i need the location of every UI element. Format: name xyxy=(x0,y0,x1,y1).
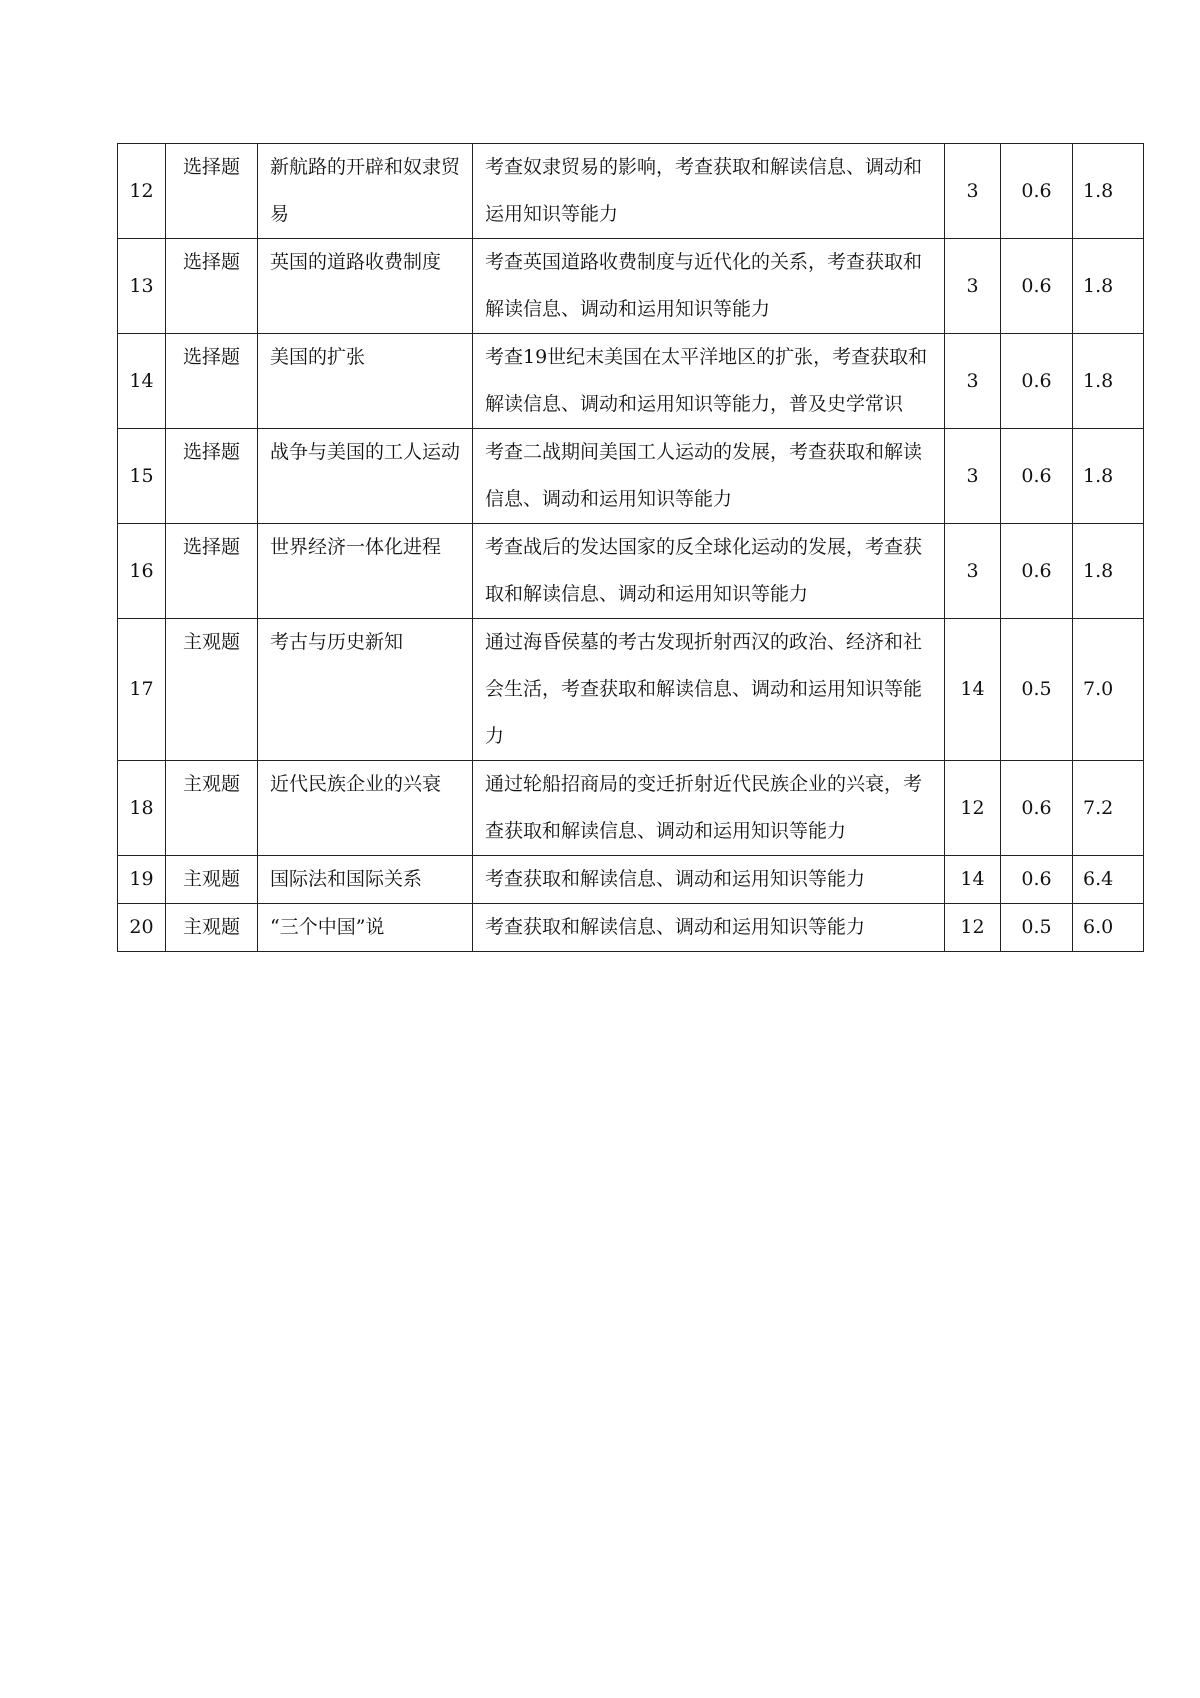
question-difficulty: 0.5 xyxy=(1001,904,1073,952)
question-score: 14 xyxy=(945,619,1001,761)
question-score: 14 xyxy=(945,856,1001,904)
document-page xyxy=(117,143,1143,952)
question-difficulty: 0.6 xyxy=(1001,761,1073,856)
question-description: 考查获取和解读信息、调动和运用知识等能力 xyxy=(473,856,945,904)
question-number: 19 xyxy=(118,856,166,904)
question-average: 1.8 xyxy=(1073,524,1144,619)
question-description: 考查英国道路收费制度与近代化的关系，考查获取和解读信息、调动和运用知识等能力 xyxy=(473,239,945,334)
table-row xyxy=(118,904,1144,952)
question-number: 12 xyxy=(118,144,166,239)
question-difficulty: 0.6 xyxy=(1001,144,1073,239)
question-number: 17 xyxy=(118,619,166,761)
question-topic: 国际法和国际关系 xyxy=(258,856,473,904)
question-type: 主观题 xyxy=(166,761,258,856)
table-row xyxy=(118,524,1144,619)
question-description: 考查奴隶贸易的影响，考查获取和解读信息、调动和运用知识等能力 xyxy=(473,144,945,239)
question-description: 考查19世纪末美国在太平洋地区的扩张，考查获取和解读信息、调动和运用知识等能力，普及史学常识 xyxy=(473,334,945,429)
question-type: 选择题 xyxy=(166,144,258,239)
question-score: 3 xyxy=(945,429,1001,524)
question-type: 主观题 xyxy=(166,904,258,952)
question-description: 通过轮船招商局的变迁折射近代民族企业的兴衰，考查获取和解读信息、调动和运用知识等能力 xyxy=(473,761,945,856)
question-type: 选择题 xyxy=(166,524,258,619)
question-difficulty: 0.5 xyxy=(1001,619,1073,761)
question-difficulty: 0.6 xyxy=(1001,429,1073,524)
question-description: 考查战后的发达国家的反全球化运动的发展，考查获取和解读信息、调动和运用知识等能力 xyxy=(473,524,945,619)
question-number: 13 xyxy=(118,239,166,334)
question-topic: 世界经济一体化进程 xyxy=(258,524,473,619)
table-row xyxy=(118,856,1144,904)
question-number: 14 xyxy=(118,334,166,429)
question-score: 3 xyxy=(945,524,1001,619)
question-description: 通过海昏侯墓的考古发现折射西汉的政治、经济和社会生活，考查获取和解读信息、调动和运用知识等能力 xyxy=(473,619,945,761)
question-number: 18 xyxy=(118,761,166,856)
question-type: 主观题 xyxy=(166,856,258,904)
question-difficulty: 0.6 xyxy=(1001,334,1073,429)
question-number: 20 xyxy=(118,904,166,952)
question-average: 1.8 xyxy=(1073,239,1144,334)
question-average: 7.2 xyxy=(1073,761,1144,856)
question-difficulty: 0.6 xyxy=(1001,239,1073,334)
question-topic: 英国的道路收费制度 xyxy=(258,239,473,334)
question-average: 7.0 xyxy=(1073,619,1144,761)
question-score: 12 xyxy=(945,904,1001,952)
table-row xyxy=(118,429,1144,524)
question-score: 3 xyxy=(945,239,1001,334)
question-topic: 美国的扩张 xyxy=(258,334,473,429)
table-row xyxy=(118,619,1144,761)
exam-spec-table xyxy=(117,143,1144,952)
question-difficulty: 0.6 xyxy=(1001,524,1073,619)
question-average: 1.8 xyxy=(1073,144,1144,239)
question-average: 6.0 xyxy=(1073,904,1144,952)
question-difficulty: 0.6 xyxy=(1001,856,1073,904)
table-row xyxy=(118,239,1144,334)
question-description: 考查获取和解读信息、调动和运用知识等能力 xyxy=(473,904,945,952)
question-type: 主观题 xyxy=(166,619,258,761)
question-average: 1.8 xyxy=(1073,429,1144,524)
question-number: 15 xyxy=(118,429,166,524)
question-average: 1.8 xyxy=(1073,334,1144,429)
table-row xyxy=(118,334,1144,429)
question-topic: 战争与美国的工人运动 xyxy=(258,429,473,524)
question-topic: 考古与历史新知 xyxy=(258,619,473,761)
question-type: 选择题 xyxy=(166,334,258,429)
question-score: 3 xyxy=(945,144,1001,239)
question-score: 3 xyxy=(945,334,1001,429)
question-type: 选择题 xyxy=(166,239,258,334)
question-topic: “三个中国”说 xyxy=(258,904,473,952)
table-row xyxy=(118,761,1144,856)
question-topic: 近代民族企业的兴衰 xyxy=(258,761,473,856)
table-row xyxy=(118,144,1144,239)
question-topic: 新航路的开辟和奴隶贸易 xyxy=(258,144,473,239)
question-number: 16 xyxy=(118,524,166,619)
question-average: 6.4 xyxy=(1073,856,1144,904)
question-score: 12 xyxy=(945,761,1001,856)
question-type: 选择题 xyxy=(166,429,258,524)
question-description: 考查二战期间美国工人运动的发展，考查获取和解读信息、调动和运用知识等能力 xyxy=(473,429,945,524)
